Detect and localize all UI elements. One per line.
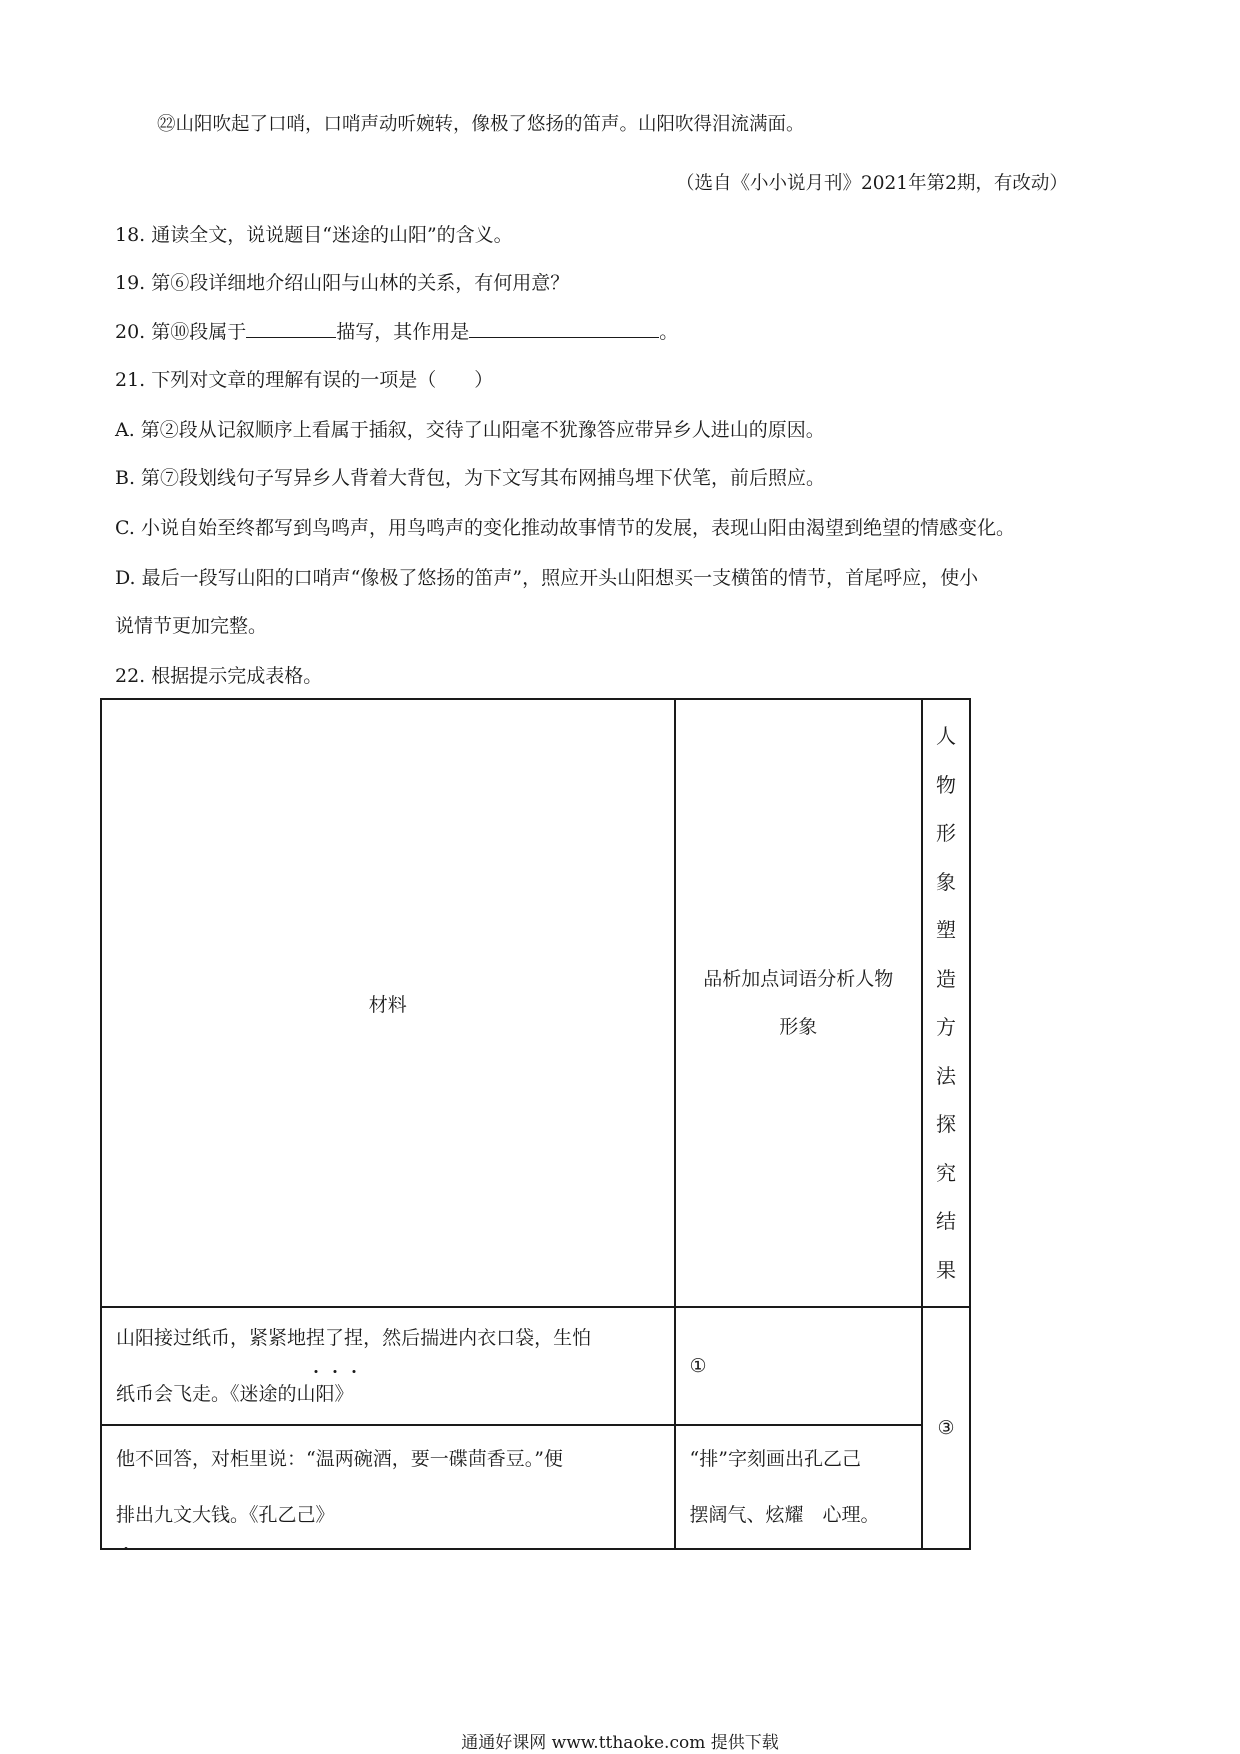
question-21: 21. 下列对文章的理解有误的一项是（ ） [115, 369, 494, 391]
merged-answer-cell[interactable] [922, 1307, 970, 1549]
row1-material [101, 1307, 675, 1425]
row2-answer-cell [675, 1425, 923, 1549]
header-analysis-line-1: 品析加点词语分析人物 [703, 968, 894, 990]
question-20-end: 。 [659, 321, 679, 343]
header-method-char: 物 [936, 772, 957, 797]
footer-source: 通通好课网 www.tthaoke.com 提供下载 [461, 1733, 779, 1753]
row2-dotted-word: 排 [116, 1487, 135, 1543]
answer-blank-2[interactable] [469, 319, 659, 338]
question-20 [115, 319, 678, 345]
row1-text-a: 山阳接过纸币，紧紧地 [116, 1327, 307, 1349]
row2-material [101, 1425, 675, 1549]
question-21-option-c: C. 小说自始至终都写到鸟鸣声，用鸟鸣声的变化推动故事情节的发展，表现山阳由渴望到绝望的情感变化。 [115, 517, 1015, 539]
row1-material-line-1 [116, 1310, 660, 1366]
header-analysis [675, 699, 923, 1307]
header-method-char: 象 [936, 869, 957, 894]
merged-answer-marker: ③ [937, 1417, 955, 1439]
question-19: 19. 第⑥段详细地介绍山阳与山林的关系，有何用意？ [115, 272, 570, 294]
header-method-char: 塑 [936, 918, 957, 942]
header-method-char: 造 [936, 966, 957, 991]
row2-text-rest: 出九文大钱。《孔乙己》 [135, 1504, 335, 1526]
row1-dotted-word: 捏 [306, 1310, 325, 1366]
header-material-label: 材料 [368, 993, 407, 1016]
header-method-char: 方 [936, 1015, 957, 1039]
header-method-char: 结 [936, 1209, 957, 1233]
question-21-option-b: B. 第⑦段划线句子写异乡人背着大背包，为下文写其布网捕鸟埋下伏笔，前后照应。 [115, 467, 826, 489]
header-method-vertical [923, 712, 969, 1294]
question-18: 18. 通读全文，说说题目“迷途的山阳”的含义。 [115, 224, 513, 246]
row1-text-b: ，然后揣进内衣口袋，生怕 [363, 1327, 592, 1349]
header-analysis-line-2: 形象 [779, 1016, 818, 1038]
row1-answer-cell[interactable] [675, 1307, 923, 1425]
row2-answer-line-1: “排”字刻画出孔乙己 [689, 1448, 861, 1470]
header-material [101, 699, 675, 1307]
question-20-text-2: 描写，其作用是 [336, 321, 470, 343]
row2-material-line-1: 他不回答，对柜里说：“温两碗酒，要一碟茴香豆。”便 [116, 1448, 563, 1470]
header-method-char: 形 [936, 821, 957, 845]
header-method-char: 究 [936, 1160, 957, 1185]
answer-blank-1[interactable] [246, 319, 336, 338]
header-method [922, 699, 970, 1307]
row1-answer-marker: ① [689, 1355, 707, 1377]
question-21-option-d: D. 最后一段写山阳的口哨声“像极了悠扬的笛声”，照应开头山阳想买一支横笛的情节，首尾呼应，使小 [115, 567, 979, 589]
row2-material-line-2 [116, 1487, 660, 1543]
row1-dotted-word: 了 [325, 1310, 344, 1366]
passage-source: （选自《小小说月刊》2021年第2期，有改动） [676, 173, 1068, 194]
header-method-char: 人 [936, 724, 957, 748]
header-method-char: 果 [936, 1257, 957, 1282]
row2-answer-line-2: 摆阔气、炫耀 心理。 [689, 1504, 880, 1526]
passage-para-22: ㉒山阳吹起了口哨，口哨声动听婉转，像极了悠扬的笛声。山阳吹得泪流满面。 [157, 114, 805, 135]
question-21-option-d-cont: 说情节更加完整。 [115, 615, 268, 637]
row1-material-line-2: 纸币会飞走。《迷途的山阳》 [116, 1383, 354, 1405]
row1-dotted-word: 捏 [344, 1310, 363, 1366]
answer-table [100, 698, 971, 1550]
question-20-text-1: 20. 第⑩段属于 [115, 321, 247, 343]
question-21-option-a: A. 第②段从记叙顺序上看属于插叙，交待了山阳毫不犹豫答应带异乡人进山的原因。 [115, 419, 825, 441]
header-method-char: 法 [936, 1063, 957, 1088]
header-method-char: 探 [936, 1112, 957, 1136]
question-22: 22. 根据提示完成表格。 [115, 665, 323, 687]
